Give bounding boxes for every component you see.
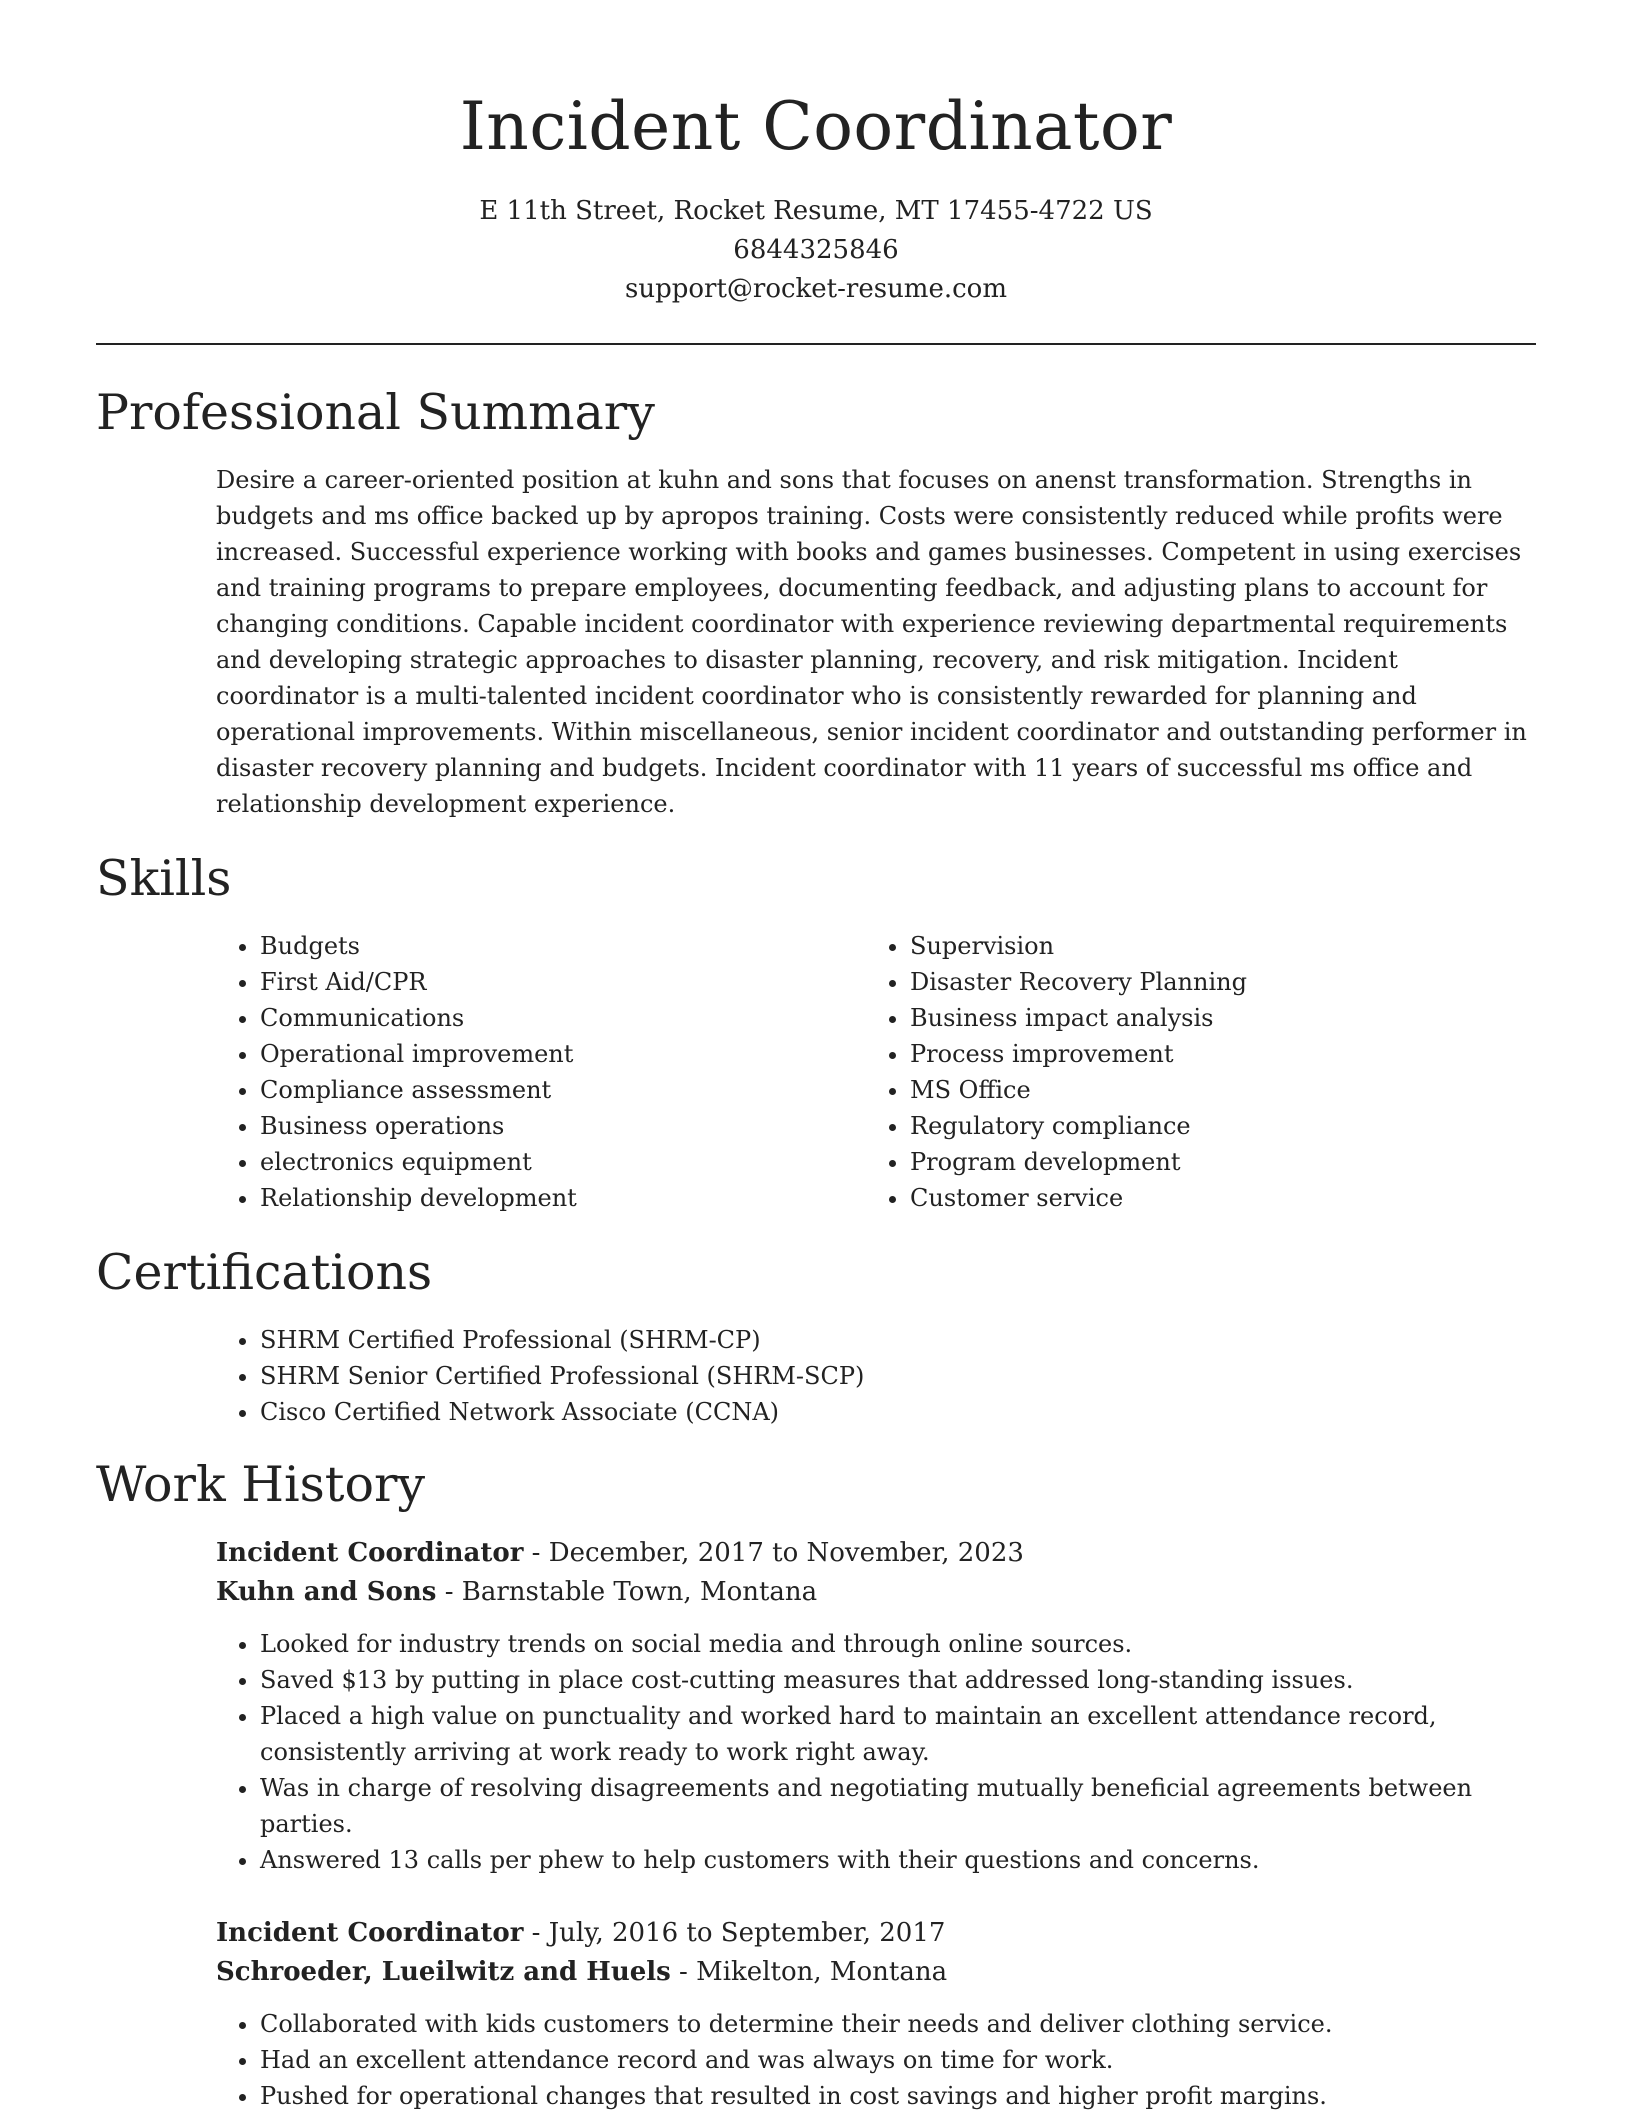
job-company-line [216,1573,1538,1612]
job-company-line [216,1953,1538,1992]
skill-item: • Program development [910,1144,1538,1180]
job-bullet: • Had an excellent attendance record and was always on time for work. [260,2042,1538,2078]
section-title-certifications: Certifications [96,1244,433,1301]
candidate-name: Incident Coordinator [459,88,1173,165]
job-title-line [216,1914,1538,1953]
skill-item: • First Aid/CPR [260,964,856,1000]
job-entry-2 [216,1914,1538,2114]
job-bullet: • Looked for industry trends on social media and through online sources. [260,1626,1538,1662]
skill-item: • Operational improvement [260,1036,856,1072]
skills-list [216,928,1538,1228]
job-bullet: • Collaborated with kids customers to determine their needs and deliver clothing service. [260,2006,1538,2042]
skill-item: • Compliance assessment [260,1072,856,1108]
email: support@rocket-resume.com [624,274,1007,304]
job-dates: - July, 2016 to September, 2017 [523,1918,946,1948]
job-bullet: • Placed a high value on punctuality and worked hard to maintain an excellent attendance record, consistently arriving at work ready to work right away. [260,1698,1538,1770]
address: E 11th Street, Rocket Resume, MT 17455-4722 US [479,196,1153,226]
job-company: Schroeder, Lueilwitz and Huels [216,1957,671,1987]
section-title-skills: Skills [96,850,232,907]
job-dates: - December, 2017 to November, 2023 [523,1538,1024,1568]
job-bullet: • Pushed for operational changes that resulted in cost savings and higher profit margins. [260,2078,1538,2114]
job-entry-1 [216,1534,1538,1878]
skill-item: • Disaster Recovery Planning [910,964,1538,1000]
job-bullet-list [216,2006,1538,2114]
skill-item: • Business operations [260,1108,856,1144]
job-title: Incident Coordinator [216,1918,524,1948]
skill-item: • Communications [260,1000,856,1036]
job-title: Incident Coordinator [216,1538,524,1568]
job-location: - Mikelton, Montana [670,1957,948,1987]
summary-text: Desire a career-oriented position at kuhn and sons that focuses on anenst transformation. Strengths in budgets and ms office backed up by apropos training. Costs were consistently reduced while profits were increased. Successful experience working with books and games businesses. Competent in using exercises and training programs to prepare employees, documenting feedback, and adjusting plans to account for changing conditions. Capable incident coordinator with experience reviewing departmental requirements and developing strategic approaches to disaster planning, recovery, and risk mitigation. Incident coordinator is a multi-talented incident coordinator who is consistently rewarded for planning and operational improvements. Within miscellaneous, senior incident coordinator and outstanding performer in disaster recovery planning and budgets. Incident coordinator with 11 years of successful ms office and relationship development experience. [216,466,1527,818]
skill-item: • Budgets [260,928,856,964]
job-title-line [216,1534,1538,1573]
skill-item: • electronics equipment [260,1144,856,1180]
section-title-summary: Professional Summary [96,384,655,441]
skill-item: • Customer service [910,1180,1538,1216]
job-location: - Barnstable Town, Montana [436,1577,818,1607]
skill-item-list [216,928,856,1216]
certifications-list [216,1322,1538,1430]
job-bullet-list [216,1626,1538,1878]
skill-item: • Business impact analysis [910,1000,1538,1036]
certification-item: • Cisco Certified Network Associate (CCNA) [260,1394,1538,1430]
certification-item: • SHRM Certified Professional (SHRM-CP) [260,1322,1538,1358]
skill-item: • Relationship development [260,1180,856,1216]
job-company: Kuhn and Sons [216,1577,437,1607]
certification-item: • SHRM Senior Certified Professional (SHRM-SCP) [260,1358,1538,1394]
job-bullet: • Was in charge of resolving disagreements and negotiating mutually beneficial agreements between parties. [260,1770,1538,1842]
skills-column-right [866,928,1538,1216]
section-title-work-history: Work History [96,1456,426,1513]
skill-item: • Process improvement [910,1036,1538,1072]
skill-item: • Regulatory compliance [910,1108,1538,1144]
header-divider [96,343,1536,345]
certification-item-list [216,1322,1538,1430]
job-bullet: • Saved $13 by putting in place cost-cutting measures that addressed long-standing issues. [260,1662,1538,1698]
job-bullet: • Answered 13 calls per phew to help customers with their questions and concerns. [260,1842,1538,1878]
skills-column-left [216,928,856,1216]
resume-header [0,0,1632,309]
contact-info [0,192,1632,309]
skill-item: • Supervision [910,928,1538,964]
skill-item: • MS Office [910,1072,1538,1108]
phone: 6844325846 [733,235,899,265]
skill-item-list [866,928,1538,1216]
